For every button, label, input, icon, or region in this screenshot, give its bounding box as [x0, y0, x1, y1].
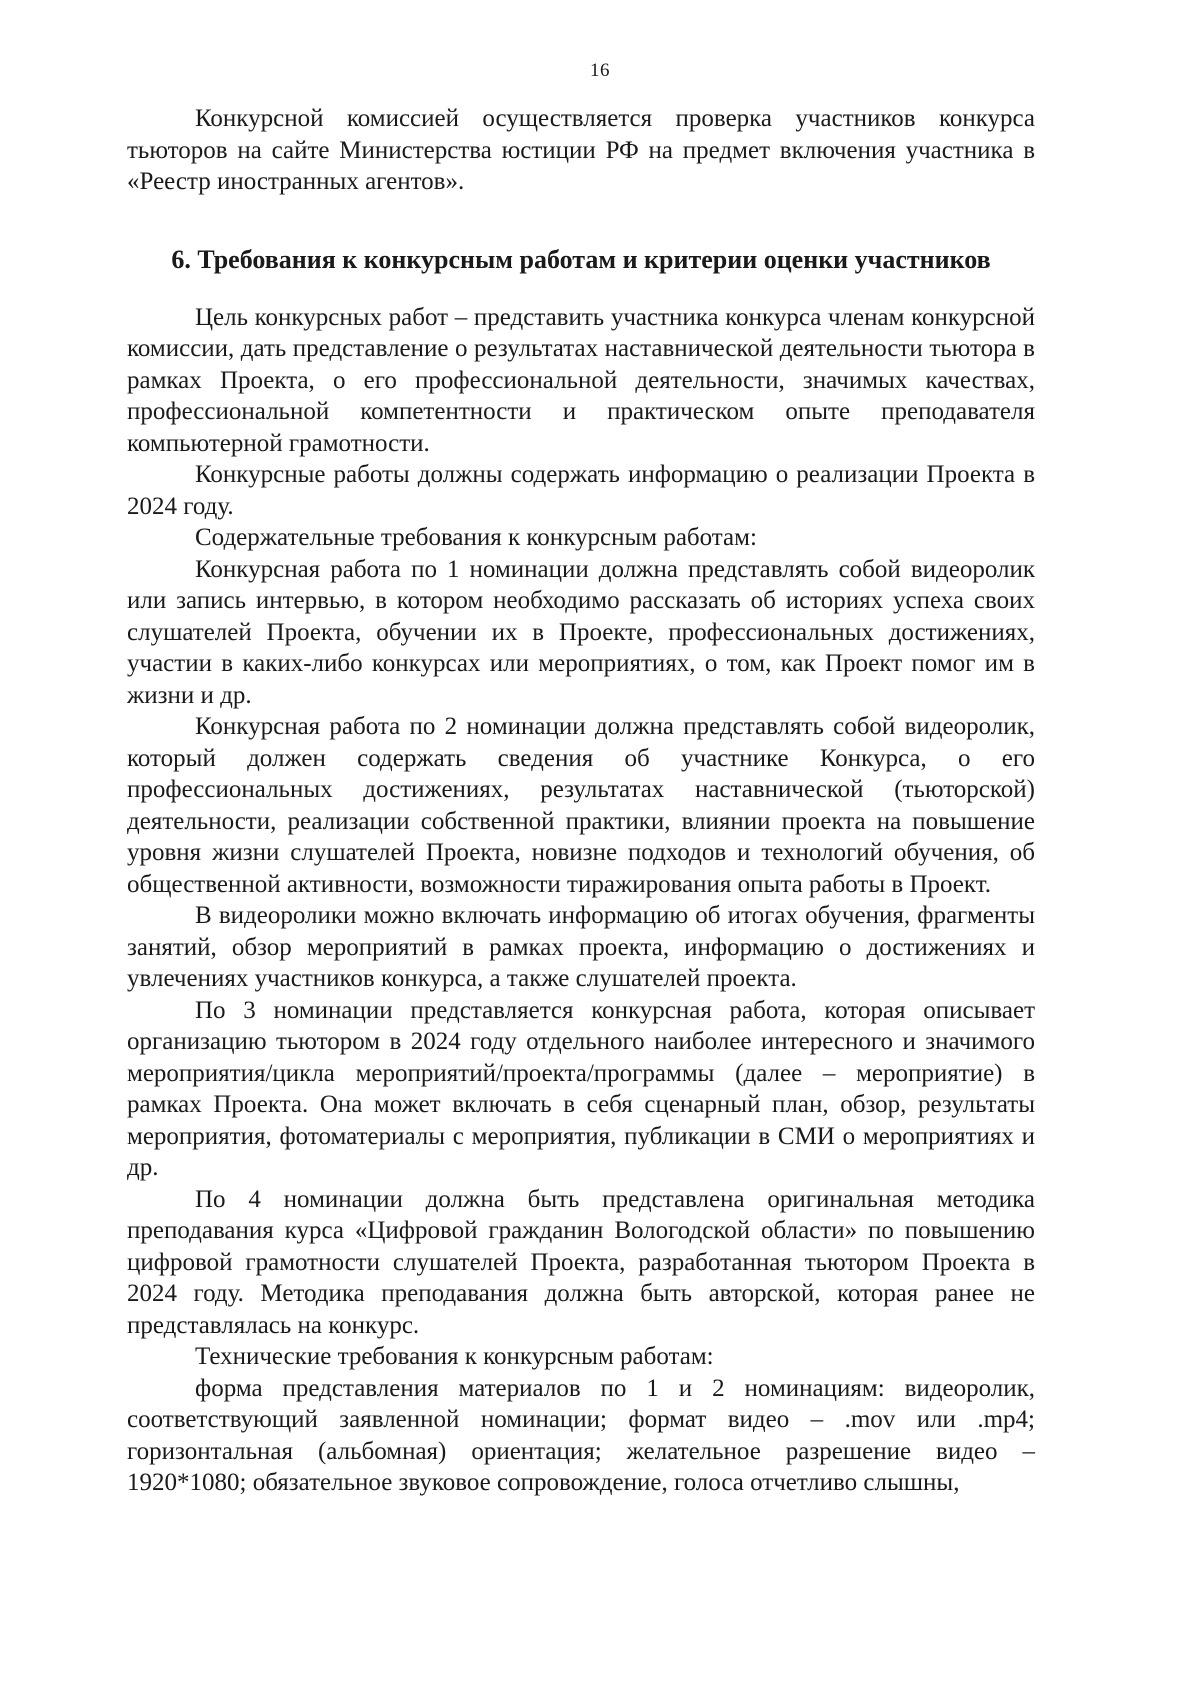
- intro-paragraph: Конкурсной комиссией осуществляется проверка участников конкурса тьюторов на сайте Министерства юстиции РФ на предмет включения участника в «Реестр иностранных агентов».: [127, 105, 1035, 195]
- paragraph-goal: Цель конкурсных работ – представить участника конкурса членам конкурсной комиссии, дать представление о результатах наставнической деятельности тьютора в рамках Проекта, о его профессиональной деятельности, значимых качествах, профессиональной компетентности и практическом опыте преподавателя компьютерной грамотности.: [127, 303, 1035, 457]
- paragraph-nomination-4: По 4 номинации должна быть представлена оригинальная методика преподавания курса «Цифровой гражданин Вологодской области» по повышению цифровой грамотности слушателей Проекта, разработанная тьютором Проекта в 2024 году. Методика преподавания должна быть авторской, которая ранее не представлялась на конкурс.: [127, 1185, 1035, 1339]
- paragraph-content-requirements-title: Содержательные требования к конкурсным работам:: [195, 524, 757, 551]
- paragraph-technical-requirements-title: Технические требования к конкурсным работам:: [195, 1343, 714, 1370]
- paragraph-nomination-2: Конкурсная работа по 2 номинации должна представлять собой видеоролик, который должен содержать сведения об участнике Конкурса, о его профессиональных достижениях, результатах наставнической (тьюторской) деятельности, реализации собственной практики, влиянии проекта на повышение уровня жизни слушателей Проекта, новизне подходов и технологий обучения, об общественной активности, возможности тиражирования опыта работы в Проект.: [127, 713, 1035, 898]
- paragraph-nomination-1: Конкурсная работа по 1 номинации должна представлять собой видеоролик или запись интервью, в котором необходимо рассказать об историях успеха своих слушателей Проекта, обучении их в Проекте, профессиональных достижениях, участии в каких-либо конкурсах или мероприятиях, о том, как Проект помог им в жизни и др.: [127, 555, 1035, 709]
- paragraph-video-content: В видеоролики можно включать информацию об итогах обучения, фрагменты занятий, обзор мероприятий в рамках проекта, информацию о достижениях и увлечениях участников конкурса, а также слушателей проекта.: [127, 902, 1035, 992]
- paragraph-nomination-3: По 3 номинации представляется конкурсная работа, которая описывает организацию тьютором в 2024 году отдельного наиболее интересного и значимого мероприятия/цикла мероприятий/проекта/программы (далее – мероприятие) в рамках Проекта. Она может включать в себя сценарный план, обзор, результаты мероприятия, фотоматериалы с мероприятия, публикации в СМИ о мероприятиях и др.: [127, 996, 1035, 1181]
- section-heading: 6. Требования к конкурсным работам и критерии оценки участников: [171, 244, 991, 274]
- paragraph-content-year: Конкурсные работы должны содержать информацию о реализации Проекта в 2024 году.: [127, 461, 1035, 520]
- paragraph-technical-format: форма представления материалов по 1 и 2 номинациям: видеоролик, соответствующий заявленной номинации; формат видео – .mov или .mp4; горизонтальная (альбомная) ориентация; желательное разрешение видео – 1920*1080; обязательное звуковое сопровождение, голоса отчетливо слышны,: [127, 1374, 1035, 1496]
- document-body: [127, 103, 1035, 1499]
- page-number: 16: [590, 60, 610, 81]
